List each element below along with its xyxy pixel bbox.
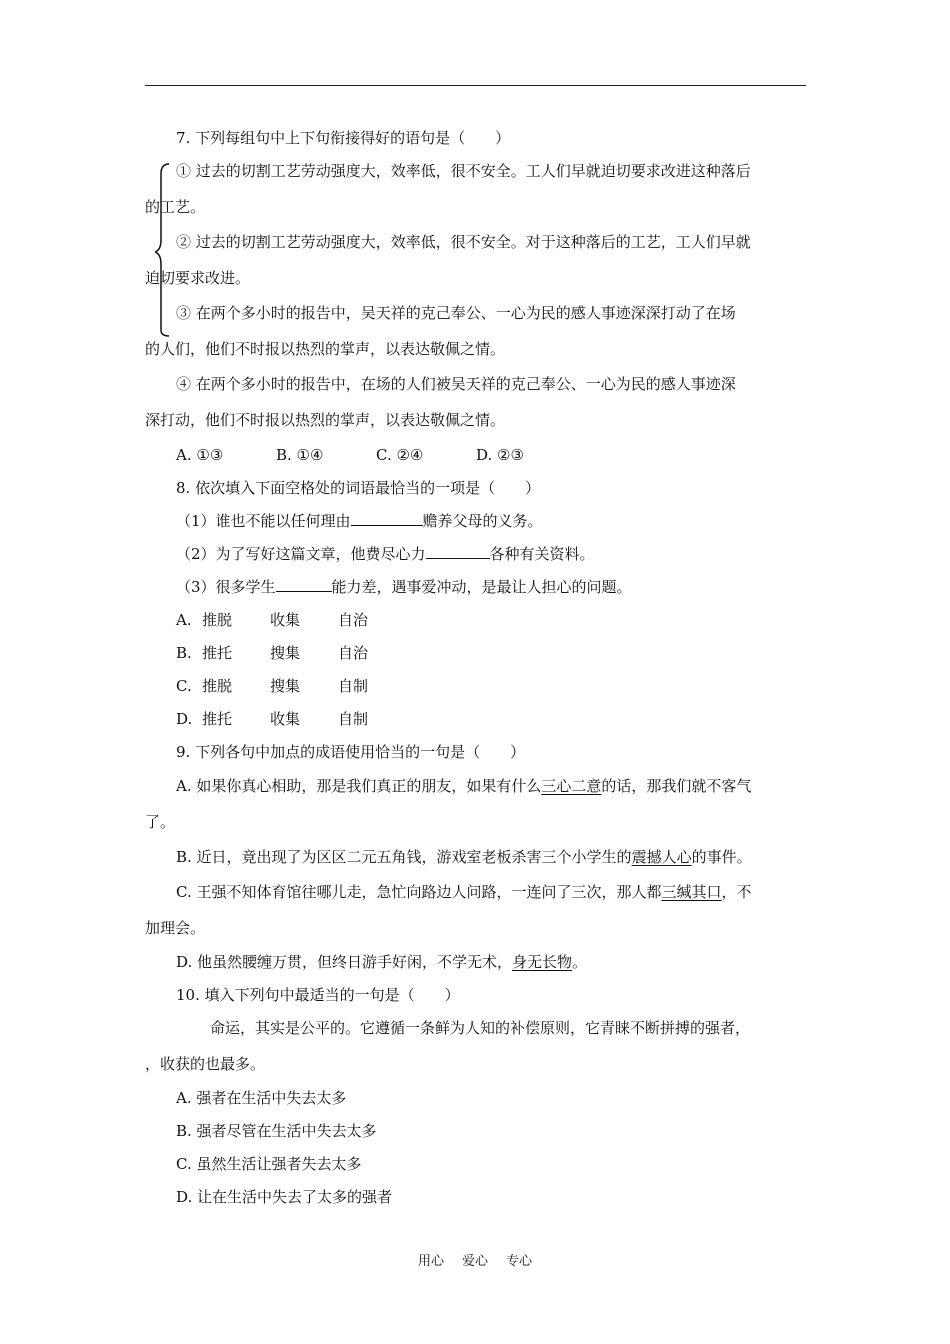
q9-idiom-b: 震撼人心 bbox=[631, 848, 692, 866]
q9-option-c: C. 王强不知体育馆往哪儿走，急忙向路边人问路，一连问了三次，那人都三缄其口，不 bbox=[176, 883, 752, 901]
q8-blank-3 bbox=[276, 577, 332, 592]
q9-option-a-cont: 了。 bbox=[145, 813, 176, 831]
q8-item-1-post: 赡养父母的义务。 bbox=[422, 512, 543, 530]
header-rule bbox=[145, 85, 806, 86]
q8-item-2-post: 各种有关资料。 bbox=[489, 545, 595, 563]
q7-s1: ① 过去的切割工艺劳动强度大，效率低，很不安全。工人们早就迫切要求改进这种落后 bbox=[176, 162, 751, 180]
footer-word-1: 用心 bbox=[417, 1254, 444, 1269]
q9-idiom-a: 三心二意 bbox=[541, 777, 602, 795]
q8-item-3-post: 能力差，遇事爱冲动，是最让人担心的问题。 bbox=[331, 578, 632, 596]
q7-s3-cont: 的人们，他们不时报以热烈的掌声，以表达敬佩之情。 bbox=[145, 340, 506, 358]
q8-option-b: B. 推托 搜集 自治 bbox=[176, 644, 369, 662]
q10-option-b: B. 强者尽管在生活中失去太多 bbox=[176, 1122, 377, 1140]
q7-option-d: D. ②③ bbox=[476, 446, 524, 464]
q9-option-b: B. 近日，竟出现了为区区二元五角钱，游戏室老板杀害三个小学生的震撼人心的事件。 bbox=[176, 848, 752, 866]
q8-item-1-pre: （1）谁也不能以任何理由 bbox=[176, 512, 351, 530]
q10-passage-cont: ，收获的也最多。 bbox=[145, 1055, 266, 1073]
q8-item-2-pre: （2）为了写好这篇文章，他费尽心力 bbox=[176, 545, 426, 563]
q8-blank-1 bbox=[351, 511, 423, 526]
q7-s1-cont: 的工艺。 bbox=[145, 198, 206, 216]
q7-options bbox=[176, 445, 524, 465]
q7-s3: ③ 在两个多小时的报告中，吴天祥的克己奉公、一心为民的感人事迹深深打动了在场 bbox=[176, 304, 736, 322]
q7-option-b: B. ①④ bbox=[276, 446, 324, 464]
q8-option-c: C. 推脱 搜集 自制 bbox=[176, 677, 369, 695]
q8-option-a: A. 推脱 收集 自治 bbox=[176, 611, 369, 629]
q8-blank-2 bbox=[426, 544, 490, 559]
q10-passage: 命运，其实是公平的。它遵循一条鲜为人知的补偿原则，它青睐不断拼搏的强者， bbox=[210, 1019, 751, 1037]
q7-s4: ④ 在两个多小时的报告中，在场的人们被吴天祥的克己奉公、一心为民的感人事迹深 bbox=[176, 375, 736, 393]
q8-option-d: D. 推托 收集 自制 bbox=[176, 710, 369, 728]
q7-option-c: C. ②④ bbox=[376, 446, 424, 464]
q9-idiom-c: 三缄其口 bbox=[661, 883, 722, 901]
q8-item-1 bbox=[176, 511, 543, 531]
q9-option-a: A. 如果你真心相助，那是我们真正的朋友，如果有什么三心二意的话，那我们就不客气 bbox=[176, 777, 752, 795]
q7-option-a: A. ①③ bbox=[176, 446, 224, 464]
footer-word-2: 爱心 bbox=[461, 1254, 488, 1269]
q10-option-c: C. 虽然生活让强者失去太多 bbox=[176, 1155, 362, 1173]
q8-item-3 bbox=[176, 577, 632, 597]
q9-idiom-d: 身无长物 bbox=[512, 953, 573, 971]
q7-s2: ② 过去的切割工艺劳动强度大，效率低，很不安全。对于这种落后的工艺，工人们早就 bbox=[176, 233, 751, 251]
q7-s2-cont: 迫切要求改进。 bbox=[145, 269, 251, 287]
footer-word-3: 专心 bbox=[506, 1254, 533, 1269]
q10-option-a: A. 强者在生活中失去太多 bbox=[176, 1089, 347, 1107]
q9-stem: 9. 下列各句中加点的成语使用恰当的一句是（ ） bbox=[176, 743, 526, 761]
q8-item-2 bbox=[176, 544, 595, 564]
q8-item-3-pre: （3）很多学生 bbox=[176, 578, 276, 596]
q10-stem: 10. 填入下列句中最适当的一句是（ ） bbox=[176, 986, 460, 1004]
q7-s4-cont: 深打动，他们不时报以热烈的掌声，以表达敬佩之情。 bbox=[145, 411, 506, 429]
q9-option-d: D. 他虽然腰缠万贯，但终日游手好闲，不学无术，身无长物。 bbox=[176, 953, 588, 971]
q9-option-c-cont: 加理会。 bbox=[145, 919, 206, 937]
q10-option-d: D. 让在生活中失去了太多的强者 bbox=[176, 1188, 393, 1206]
page-footer bbox=[0, 1250, 950, 1269]
q8-stem: 8. 依次填入下面空格处的词语最恰当的一项是（ ） bbox=[176, 479, 541, 497]
brace-mark bbox=[155, 160, 175, 340]
q7-stem: 7. 下列每组句中上下句衔接得好的语句是（ ） bbox=[176, 129, 511, 147]
